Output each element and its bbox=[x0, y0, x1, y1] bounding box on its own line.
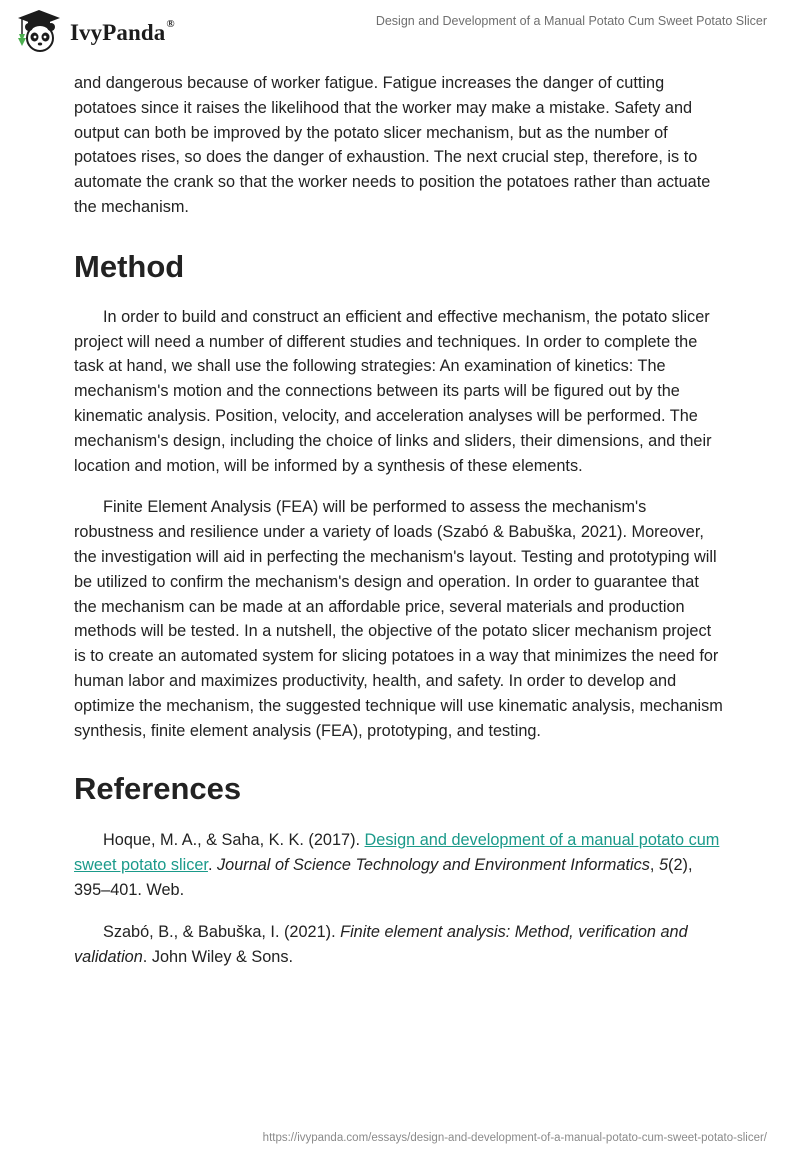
method-paragraph: Finite Element Analysis (FEA) will be performed to assess the mechanism's robustness and resilience under a variety of loads (Szabó & Babuška, 2021). Moreover, the investigation will aid in perfecting the mechanism's layout. Testing and prototyping will be utilized to confirm the mechanism's design and operation. In order to guarantee that the mechanism can be made at an affordable price, several materials and production methods will be tested. In a nutshell, the objective of the potato slicer mechanism project is to create an automated system for slicing potatoes in a way that minimizes the need for human labor and maximizes productivity, health, and safety. In order to develop and optimize the mechanism, the suggested technique will use kinematic analysis, mechanism synthesis, finite element analysis (FEA), prototyping, and testing. bbox=[74, 498, 723, 740]
reference-link[interactable]: Design and development of a manual potato cum sweet potato slicer bbox=[74, 831, 720, 875]
essay-content bbox=[74, 71, 724, 969]
intro-paragraph: and dangerous because of worker fatigue. Fatigue increases the danger of cutting potatoes since it raises the likelihood that the worker may make a mistake. Safety and output can both be improved by the potato slicer mechanism, but as the number of potatoes rises, so does the danger of exhaustion. The next crucial step, therefore, is to automate the crank so that the worker needs to position the potatoes rather than actuate the mechanism. bbox=[74, 74, 711, 216]
panda-logo-icon bbox=[14, 8, 64, 54]
source-url[interactable]: https://ivypanda.com/essays/design-and-development-of-a-manual-potato-cum-sweet-potato-slicer/ bbox=[262, 1132, 767, 1144]
method-heading: Method bbox=[74, 248, 185, 284]
document-title: Design and Development of a Manual Potato Cum Sweet Potato Slicer bbox=[375, 14, 767, 28]
brand-logo[interactable] bbox=[14, 8, 175, 54]
references-heading: References bbox=[74, 771, 242, 807]
reference-item: Szabó, B., & Babuška, I. (2021). Finite element analysis: Method, verification and validation. John Wiley & Sons. bbox=[74, 922, 688, 966]
page-header bbox=[0, 0, 800, 60]
method-paragraph: In order to build and construct an efficient and effective mechanism, the potato slicer project will need a number of different studies and techniques. In order to complete the task at hand, we shall use the following strategies: An examination of kinetics: The mechanism's motion and the connections between its parts will be figured out by the kinematic analysis. Position, velocity, and acceleration analyses will be performed. The mechanism's design, including the choice of links and sliders, their dimensions, and their location and motion, will be informed by a synthesis of these elements. bbox=[74, 307, 712, 475]
brand-name: IvyPanda® bbox=[70, 18, 175, 45]
reference-item: Hoque, M. A., & Saha, K. K. (2017). Design and development of a manual potato cum sweet potato slicer. Journal of Science Technology and Environment Informatics, 5(2), 395–401. Web. bbox=[74, 831, 720, 899]
